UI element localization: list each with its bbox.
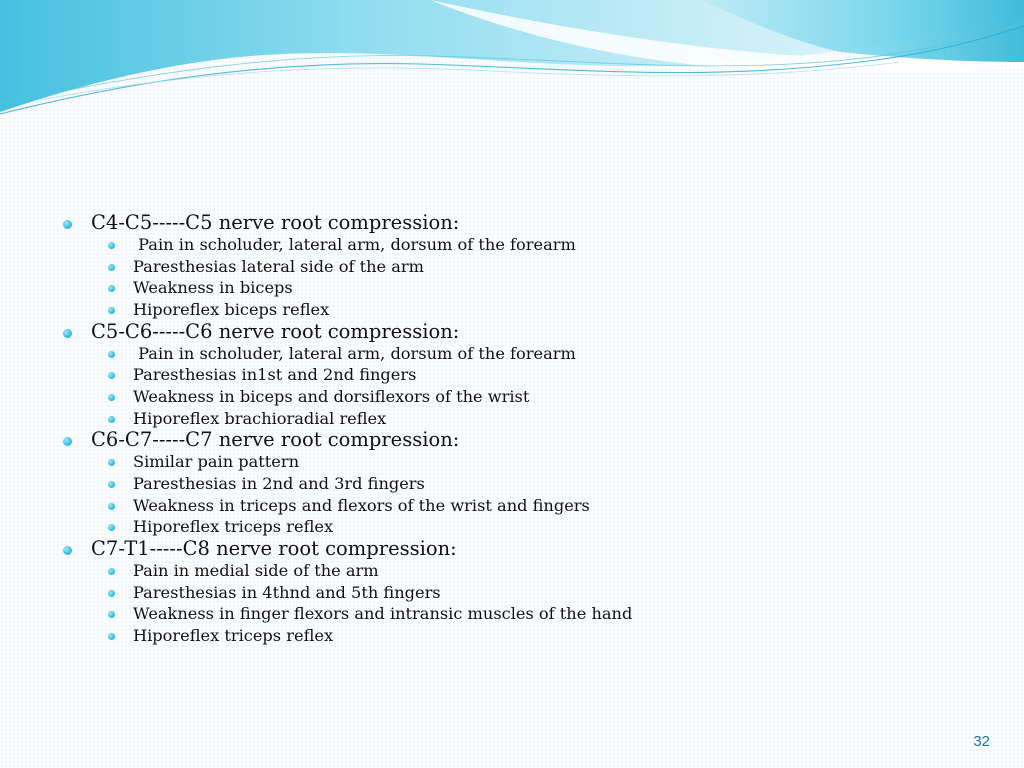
list-item-text: Pain in scholuder, lateral arm, dorsum of the forearm (133, 343, 576, 363)
section-heading (62, 429, 962, 451)
page-number: 32 (973, 733, 990, 750)
list-item-text: Weakness in biceps (133, 278, 293, 298)
bullet-icon (108, 416, 115, 423)
list-item (62, 277, 962, 299)
bullet-icon (108, 307, 115, 314)
section-heading (62, 538, 962, 560)
list-item-text: Paresthesias in1st and 2nd fingers (133, 365, 417, 385)
bullet-icon (108, 394, 115, 401)
list-item (62, 451, 962, 473)
bullet-icon (108, 264, 115, 271)
bullet-icon (63, 546, 72, 555)
section-heading (62, 321, 962, 343)
list-item (62, 299, 962, 321)
bullet-icon (108, 459, 115, 466)
bullet-icon (108, 351, 115, 358)
list-item-text: Paresthesias in 4thnd and 5th fingers (133, 582, 441, 602)
list-item (62, 343, 962, 365)
list-item (62, 386, 962, 408)
list-item-text: Hiporeflex triceps reflex (133, 625, 334, 645)
section-heading-text: C5-C6-----C6 nerve root compression: (91, 319, 460, 343)
list-item (62, 516, 962, 538)
list-item-text: Similar pain pattern (133, 452, 300, 472)
bullet-icon (108, 481, 115, 488)
section-heading (62, 212, 962, 234)
list-item (62, 603, 962, 625)
list-item-text: Paresthesias in 2nd and 3rd fingers (133, 473, 425, 493)
bullet-icon (108, 242, 115, 249)
section-c7 (62, 429, 962, 538)
section-heading-text: C7-T1-----C8 nerve root compression: (91, 536, 457, 560)
list-item (62, 473, 962, 495)
list-item-text: Pain in medial side of the arm (133, 560, 379, 580)
bullet-icon (108, 503, 115, 510)
bullet-icon (108, 372, 115, 379)
bullet-icon (108, 285, 115, 292)
list-item-text: Weakness in biceps and dorsiflexors of the wrist (133, 386, 530, 406)
section-c8 (62, 538, 962, 647)
list-item (62, 408, 962, 430)
header-wave-decoration (0, 0, 1024, 130)
list-item-text: Hiporeflex triceps reflex (133, 517, 334, 537)
list-item (62, 495, 962, 517)
list-item-text: Hiporeflex biceps reflex (133, 299, 330, 319)
bullet-icon (108, 633, 115, 640)
section-c6 (62, 321, 962, 430)
bullet-icon (108, 524, 115, 531)
bullet-icon (63, 329, 72, 338)
bullet-icon (63, 220, 72, 229)
list-item (62, 256, 962, 278)
list-item (62, 364, 962, 386)
list-item (62, 582, 962, 604)
list-item (62, 560, 962, 582)
bullet-icon (108, 611, 115, 618)
section-c5 (62, 212, 962, 321)
bullet-list (62, 212, 962, 646)
section-heading-text: C4-C5-----C5 nerve root compression: (91, 211, 460, 234)
list-item-text: Hiporeflex brachioradial reflex (133, 408, 387, 428)
bullet-icon (63, 437, 72, 446)
list-item-text: Weakness in triceps and flexors of the wrist and fingers (133, 495, 590, 515)
list-item-text: Pain in scholuder, lateral arm, dorsum of the forearm (133, 235, 576, 255)
section-heading-text: C6-C7-----C7 nerve root compression: (91, 428, 460, 452)
list-item (62, 625, 962, 647)
list-item-text: Weakness in finger flexors and intransic muscles of the hand (133, 604, 633, 624)
bullet-icon (108, 568, 115, 575)
list-item-text: Paresthesias lateral side of the arm (133, 256, 425, 276)
list-item (62, 234, 962, 256)
bullet-icon (108, 590, 115, 597)
